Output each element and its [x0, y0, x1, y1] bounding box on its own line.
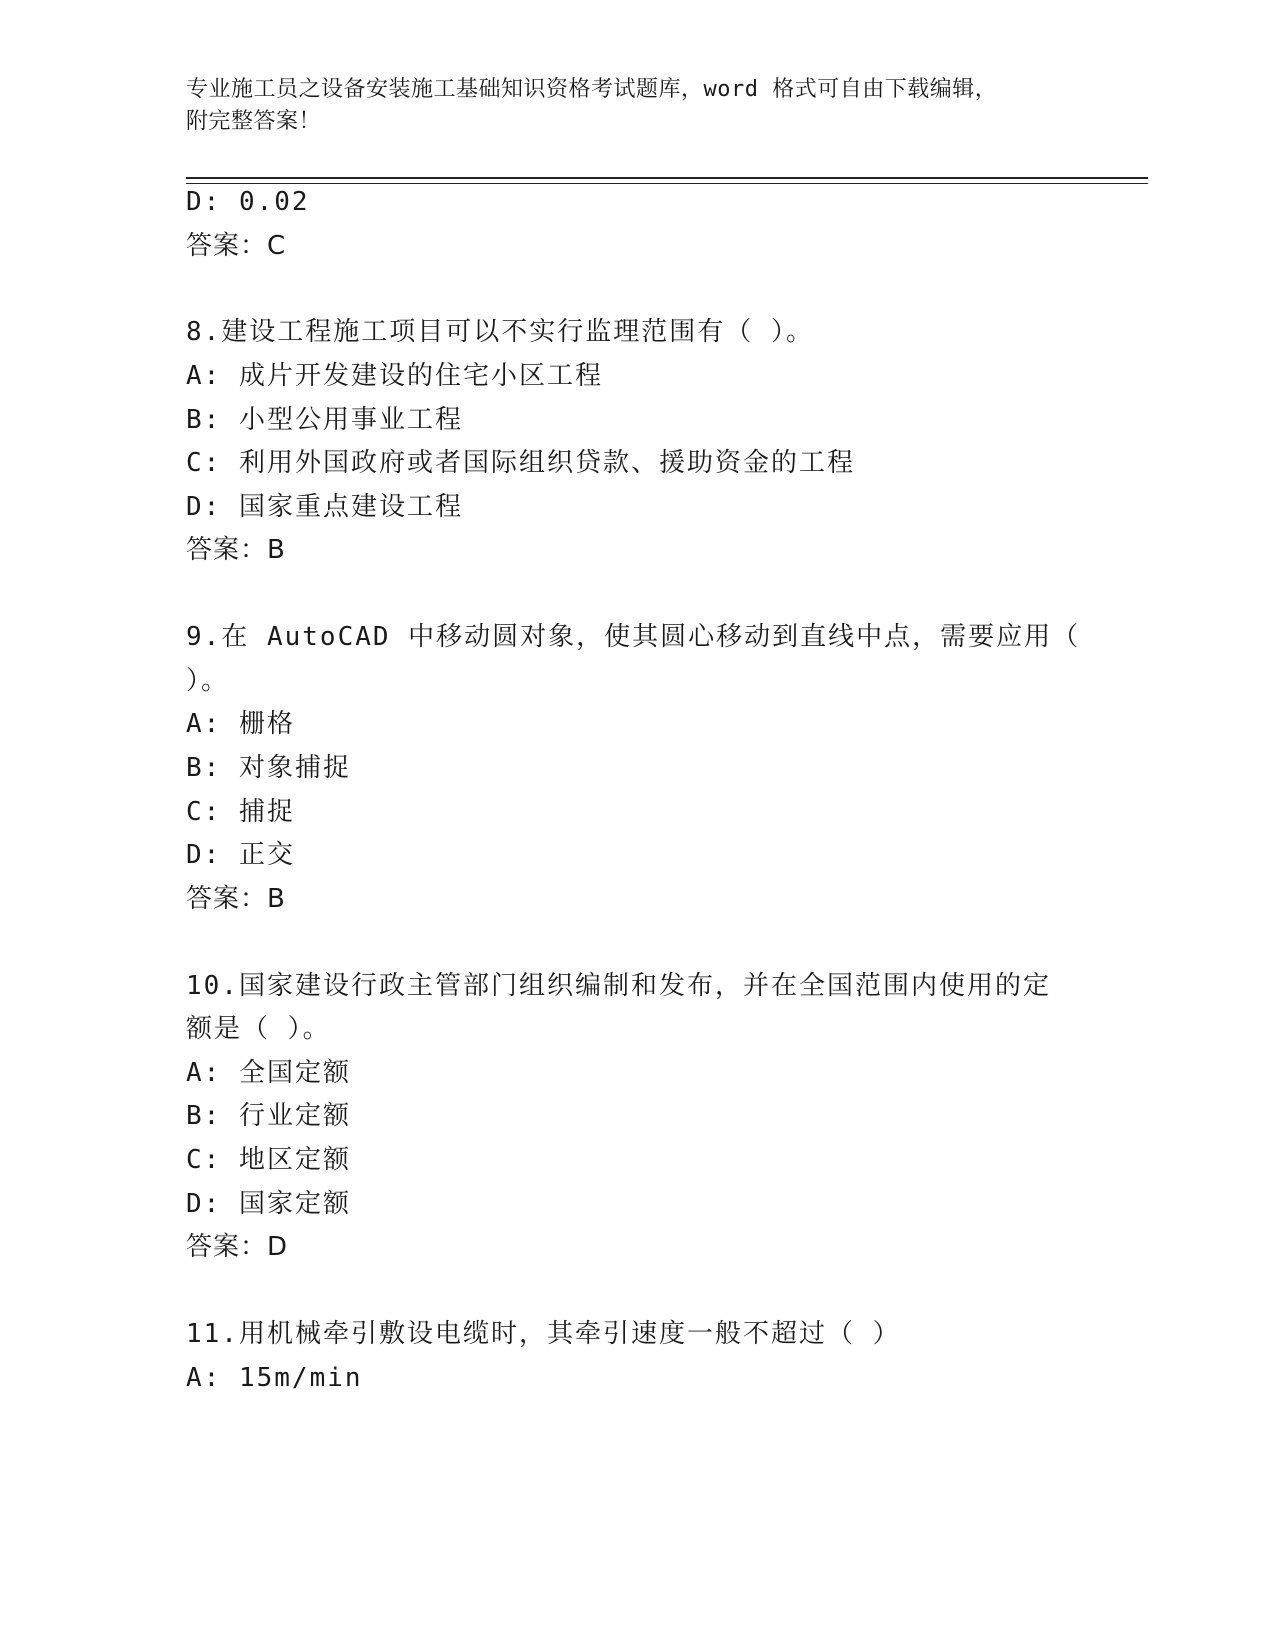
- q9-answer: 答案：B: [186, 884, 286, 914]
- prev-option-d: D: 0.02: [186, 187, 310, 217]
- q10-stem-line-1: 10.国家建设行政主管部门组织编制和发布，并在全国范围内使用的定: [186, 971, 1051, 1001]
- header-divider-thin: [186, 183, 1148, 184]
- q8-option-d: D: 国家重点建设工程: [186, 492, 463, 522]
- q8-option-b: B: 小型公用事业工程: [186, 405, 463, 435]
- q11-option-a: A: 15m/min: [186, 1363, 363, 1393]
- prev-answer: 答案：C: [186, 231, 287, 261]
- q9-option-a: A: 栅格: [186, 709, 295, 739]
- q8-option-c: C: 利用外国政府或者国际组织贷款、援助资金的工程: [186, 448, 855, 478]
- header-line-2: 附完整答案！: [186, 109, 322, 134]
- header-divider: [186, 177, 1148, 179]
- document-header: [186, 74, 1086, 138]
- header-line-1: 专业施工员之设备安装施工基础知识资格考试题库，word 格式可自由下载编辑，: [186, 77, 998, 102]
- q8-stem-line-1: 8.建设工程施工项目可以不实行监理范围有（ ）。: [186, 317, 814, 347]
- q9-stem-line-2: ）。: [186, 666, 230, 696]
- q9-option-c: C: 捕捉: [186, 797, 295, 827]
- q10-option-d: D: 国家定额: [186, 1189, 351, 1219]
- q10-stem-line-2: 额是（ ）。: [186, 1014, 331, 1044]
- q9-stem-line-1: 9.在 AutoCAD 中移动圆对象，使其圆心移动到直线中点，需要应用（: [186, 622, 1081, 652]
- q8-answer: 答案：B: [186, 535, 286, 565]
- q10-option-a: A: 全国定额: [186, 1058, 351, 1088]
- q11-stem-line-1: 11.用机械牵引敷设电缆时，其牵引速度一般不超过（ ）: [186, 1319, 901, 1349]
- q10-option-c: C: 地区定额: [186, 1145, 351, 1175]
- q9-option-b: B: 对象捕捉: [186, 753, 351, 783]
- q9-option-d: D: 正交: [186, 840, 295, 870]
- q10-answer: 答案：D: [186, 1232, 289, 1262]
- q10-option-b: B: 行业定额: [186, 1101, 351, 1131]
- q8-option-a: A: 成片开发建设的住宅小区工程: [186, 361, 603, 391]
